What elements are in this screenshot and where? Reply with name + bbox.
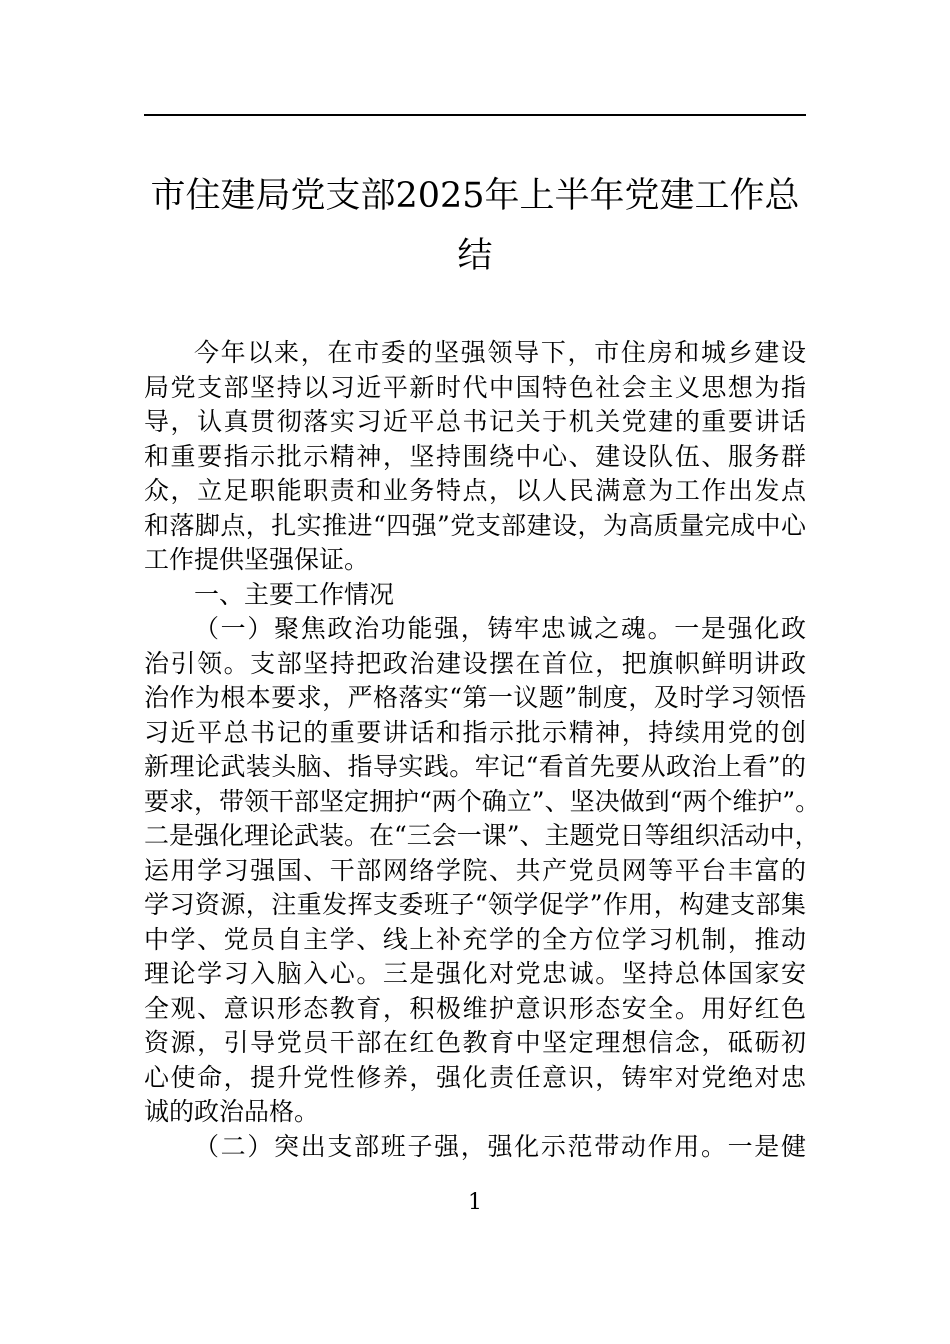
body-line: 理论学习入脑入心。三是强化对党忠诚。坚持总体国家安 [144, 959, 806, 988]
page-number: 1 [468, 1190, 482, 1215]
body-line: 心使命，提升党性修养，强化责任意识，铸牢对党绝对忠 [144, 1062, 806, 1092]
header-rule [144, 114, 806, 116]
document-title [144, 166, 806, 286]
body-line: （二）突出支部班子强，强化示范带动作用。一是健 [194, 1131, 806, 1161]
body-line: 和落脚点，扎实推进“四强”党支部建设，为高质量完成中心 [144, 510, 806, 540]
body-line: 诚的政治品格。 [144, 1097, 320, 1126]
body-line: 局党支部坚持以习近平新时代中国特色社会主义思想为指 [144, 372, 806, 402]
body-line: 和重要指示批示精神，坚持围绕中心、建设队伍、服务群 [144, 441, 806, 471]
body-line: 治引领。支部坚持把政治建设摆在首位，把旗帜鲜明讲政 [144, 648, 806, 678]
body-line: 习近平总书记的重要讲话和指示批示精神，持续用党的创 [144, 717, 806, 747]
title-line: 结 [457, 236, 493, 276]
body-line: 工作提供坚强保证。 [144, 545, 370, 574]
body-line: 资源，引导党员干部在红色教育中坚定理想信念，砥砺初 [144, 1028, 806, 1057]
title-line: 市住建局党支部2025年上半年党建工作总 [150, 176, 800, 216]
section-heading: 一、主要工作情况 [194, 579, 395, 609]
body-line: 运用学习强国、干部网络学院、共产党员网等平台丰富的 [144, 855, 806, 885]
body-line: 中学、党员自主学、线上补充学的全方位学习机制，推动 [144, 924, 806, 954]
document-body [144, 336, 821, 1164]
body-line: 二是强化理论武装。在“三会一课”、主题党日等组织活动中， [144, 821, 820, 850]
body-line: （一）聚焦政治功能强，铸牢忠诚之魂。一是强化政 [194, 614, 806, 643]
body-line: 众，立足职能职责和业务特点，以人民满意为工作出发点 [144, 476, 806, 505]
body-line: 新理论武装头脑、指导实践。牢记“看首先要从政治上看”的 [144, 752, 806, 781]
body-line: 全观、意识形态教育，积极维护意识形态安全。用好红色 [144, 993, 806, 1023]
body-line: 要求，带领干部坚定拥护“两个确立”、坚决做到“两个维护”。 [144, 786, 821, 816]
body-line: 今年以来，在市委的坚强领导下，市住房和城乡建设 [194, 338, 806, 367]
body-line: 导，认真贯彻落实习近平总书记关于机关党建的重要讲话 [144, 407, 806, 436]
body-line: 治作为根本要求，严格落实“第一议题”制度，及时学习领悟 [144, 683, 806, 712]
body-line: 学习资源，注重发挥支委班子“领学促学”作用，构建支部集 [144, 890, 806, 919]
